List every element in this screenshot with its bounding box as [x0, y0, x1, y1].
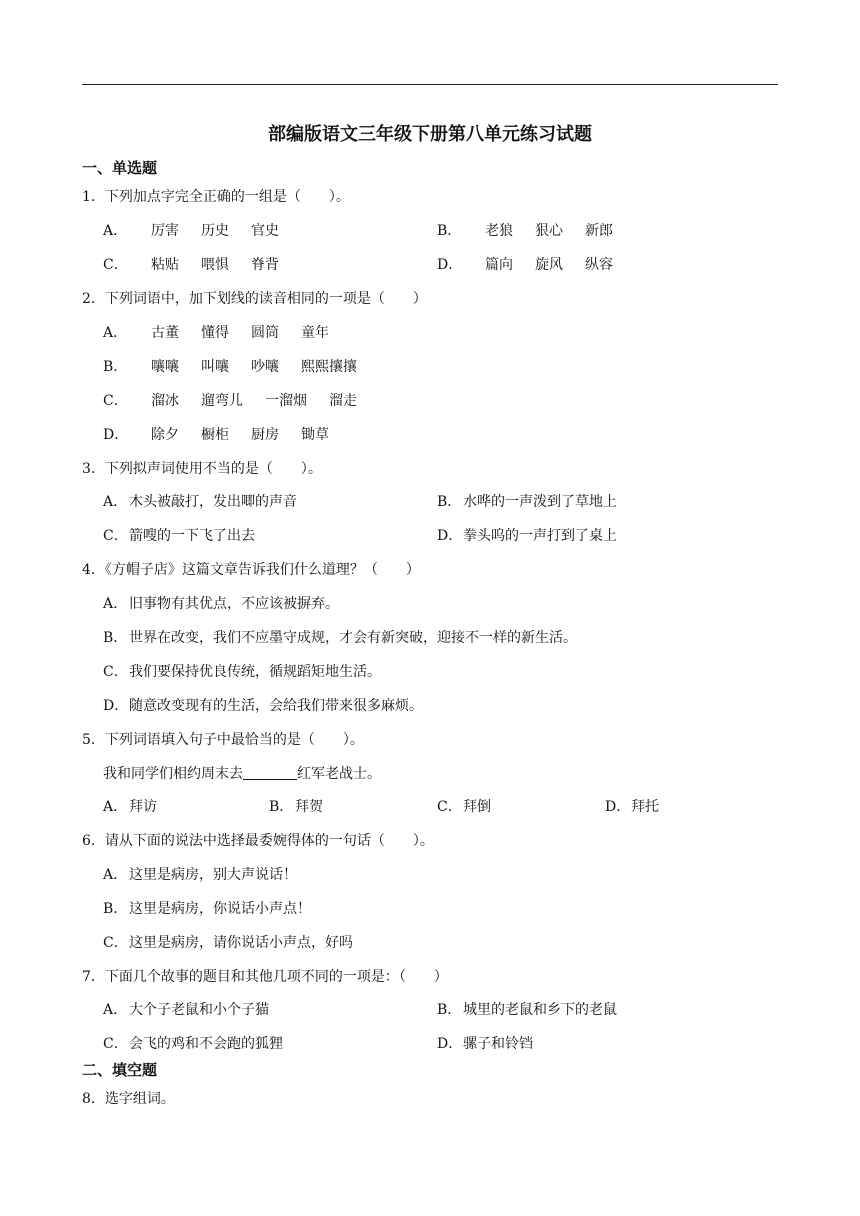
q6-option-b: B． 这里是病房，你说话小声点！ — [103, 901, 311, 917]
answer-blank — [243, 765, 297, 780]
question-7: 7．下面几个故事的题目和其他几项不同的一项是：（ ） — [82, 969, 448, 985]
q2-option-c: C． 溜冰 遛弯儿 一溜烟 溜走 — [103, 393, 357, 409]
page-title: 部编版语文三年级下册第八单元练习试题 — [268, 124, 592, 145]
q5-option-c: C．拜倒 — [437, 799, 491, 815]
question-6: 6．请从下面的说法中选择最委婉得体的一句话（ ）。 — [82, 833, 434, 849]
q3-option-b: B． 水哗的一声泼到了草地上 — [437, 494, 617, 510]
q4-option-d: D．随意改变现有的生活，会给我们带来很多麻烦。 — [103, 698, 423, 714]
q1-option-d: D． 篇向 旋风 纵容 — [437, 257, 613, 273]
q4-option-c: C．我们要保持优良传统，循规蹈矩地生活。 — [103, 664, 381, 680]
q2-option-b: B． 嚷嚷 叫嚷 吵嚷 熙熙攘攘 — [103, 359, 357, 375]
q6-option-c: C．这里是病房，请你说话小声点，好吗 — [103, 935, 353, 951]
q7-option-a: A． 大个子老鼠和小个子猫 — [103, 1002, 269, 1018]
question-2: 2．下列词语中，加下划线的读音相同的一项是（ ） — [82, 291, 427, 307]
section-heading-fill-in: 二、填空题 — [82, 1061, 158, 1079]
q5-option-a: A． 拜访 — [103, 799, 157, 815]
q5-option-d: D．拜托 — [605, 799, 659, 815]
q4-option-b: B． 世界在改变，我们不应墨守成规，才会有新突破，迎接不一样的新生活。 — [103, 630, 577, 646]
q1-option-b: B． 老狼 狠心 新郎 — [437, 223, 613, 239]
question-1: 1．下列加点字完全正确的一组是（ ）。 — [82, 189, 350, 205]
question-4: 4．《方帽子店》这篇文章告诉我们什么道理？（ ） — [82, 562, 420, 578]
q7-option-b: B． 城里的老鼠和乡下的老鼠 — [437, 1002, 617, 1018]
q4-option-a: A． 旧事物有其优点，不应该被摒弃。 — [103, 596, 339, 612]
q3-option-d: D．拳头呜的一声打到了桌上 — [437, 528, 617, 544]
q2-option-d: D． 除夕 橱柜 厨房 锄草 — [103, 427, 329, 443]
q5-sentence: 我和同学们相约周末去 红军老战士。 — [103, 766, 381, 782]
question-5: 5．下列词语填入句子中最恰当的是（ ）。 — [82, 732, 364, 748]
q6-option-a: A． 这里是病房，别大声说话！ — [103, 867, 297, 883]
q1-option-c: C． 粘贴 喂惧 脊背 — [103, 257, 279, 273]
q7-option-c: C．会飞的鸡和不会跑的狐狸 — [103, 1036, 283, 1052]
q3-option-c: C．箭嗖的一下飞了出去 — [103, 528, 255, 544]
q7-option-d: D．骡子和铃铛 — [437, 1036, 533, 1052]
q5-option-b: B． 拜贺 — [269, 799, 323, 815]
q3-option-a: A． 木头被敲打，发出唧的声音 — [103, 494, 297, 510]
question-3: 3．下列拟声词使用不当的是（ ）。 — [82, 461, 322, 477]
question-8: 8．选字组词。 — [82, 1091, 175, 1107]
header-rule — [82, 84, 778, 85]
section-heading-single-choice: 一、单选题 — [82, 159, 158, 177]
q1-option-a: A． 厉害 历史 官史 — [103, 223, 279, 239]
q2-option-a: A． 古董 懂得 圆筒 童年 — [103, 325, 329, 341]
